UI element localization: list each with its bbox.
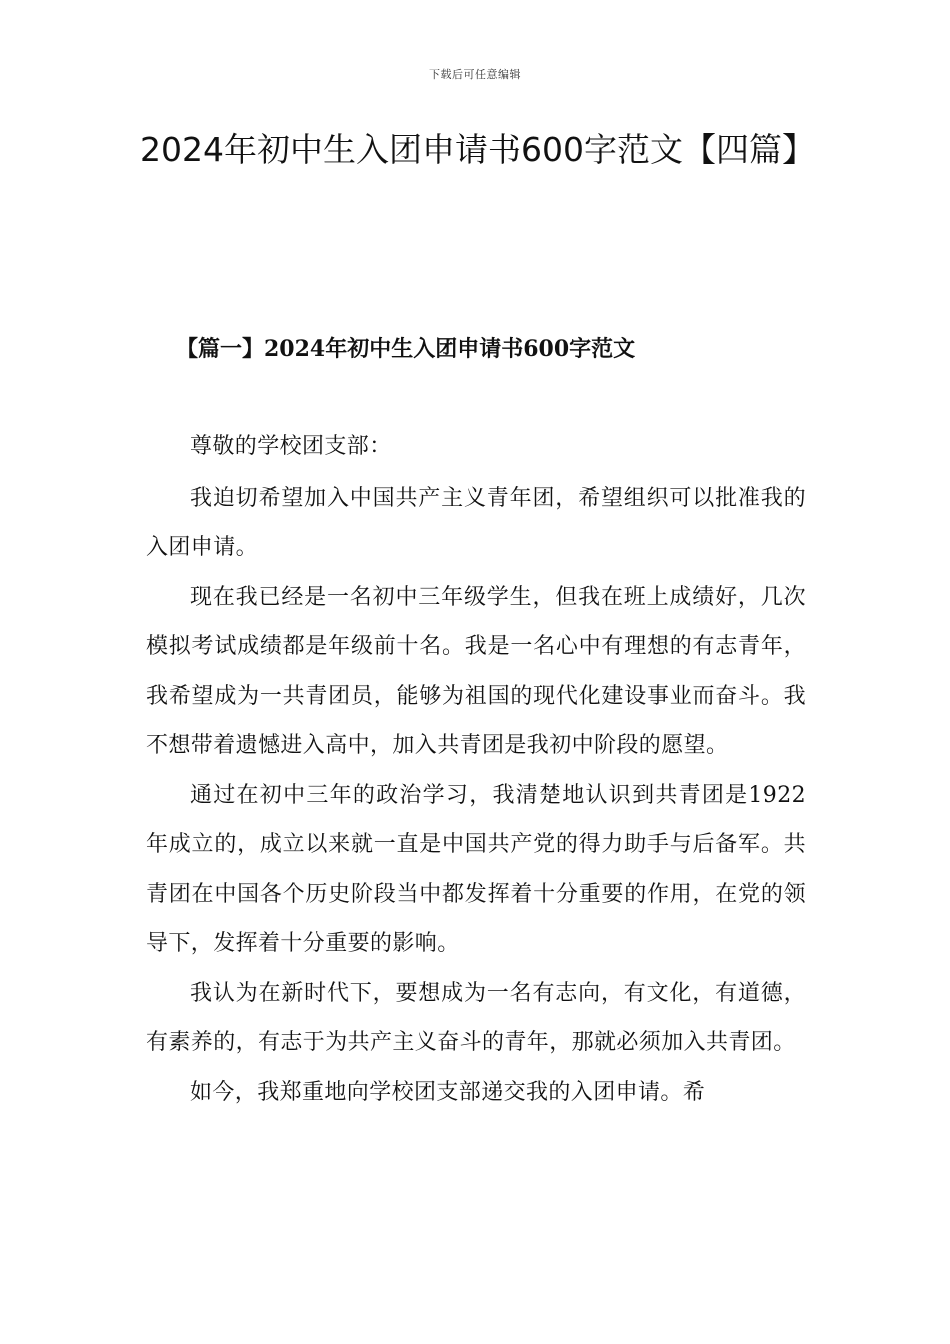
paragraph-5: 如今，我郑重地向学校团支部递交我的入团申请。希 [190,1079,706,1105]
document-body [146,422,806,1117]
paragraph-1: 我迫切希望加入中国共产主义青年团，希望组织可以批准我的入团申请。 [146,485,806,560]
document-title: 2024年初中生入团申请书600字范文【四篇】 [140,130,815,169]
header-note: 下载后可任意编辑 [429,68,521,81]
salutation: 尊敬的学校团支部： [190,434,392,459]
paragraph-3: 通过在初中三年的政治学习，我清楚地认识到共青团是1922年成立的，成立以来就一直是中国共产党的得力助手与后备军。共青团在中国各个历史阶段当中都发挥着十分重要的作用，在党的领导下，发挥着十分重要的影响。 [146,782,806,956]
section-heading: 【篇一】2024年初中生入团申请书600字范文 [176,336,636,362]
paragraph-2: 现在我已经是一名初中三年级学生，但我在班上成绩好，几次模拟考试成绩都是年级前十名。我是一名心中有理想的有志青年，我希望成为一共青团员，能够为祖国的现代化建设事业而奋斗。我不想带着遗憾进入高中，加入共青团是我初中阶段的愿望。 [146,584,806,758]
paragraph-4: 我认为在新时代下，要想成为一名有志向，有文化，有道德，有素养的，有志于为共产主义奋斗的青年，那就必须加入共青团。 [146,980,806,1055]
